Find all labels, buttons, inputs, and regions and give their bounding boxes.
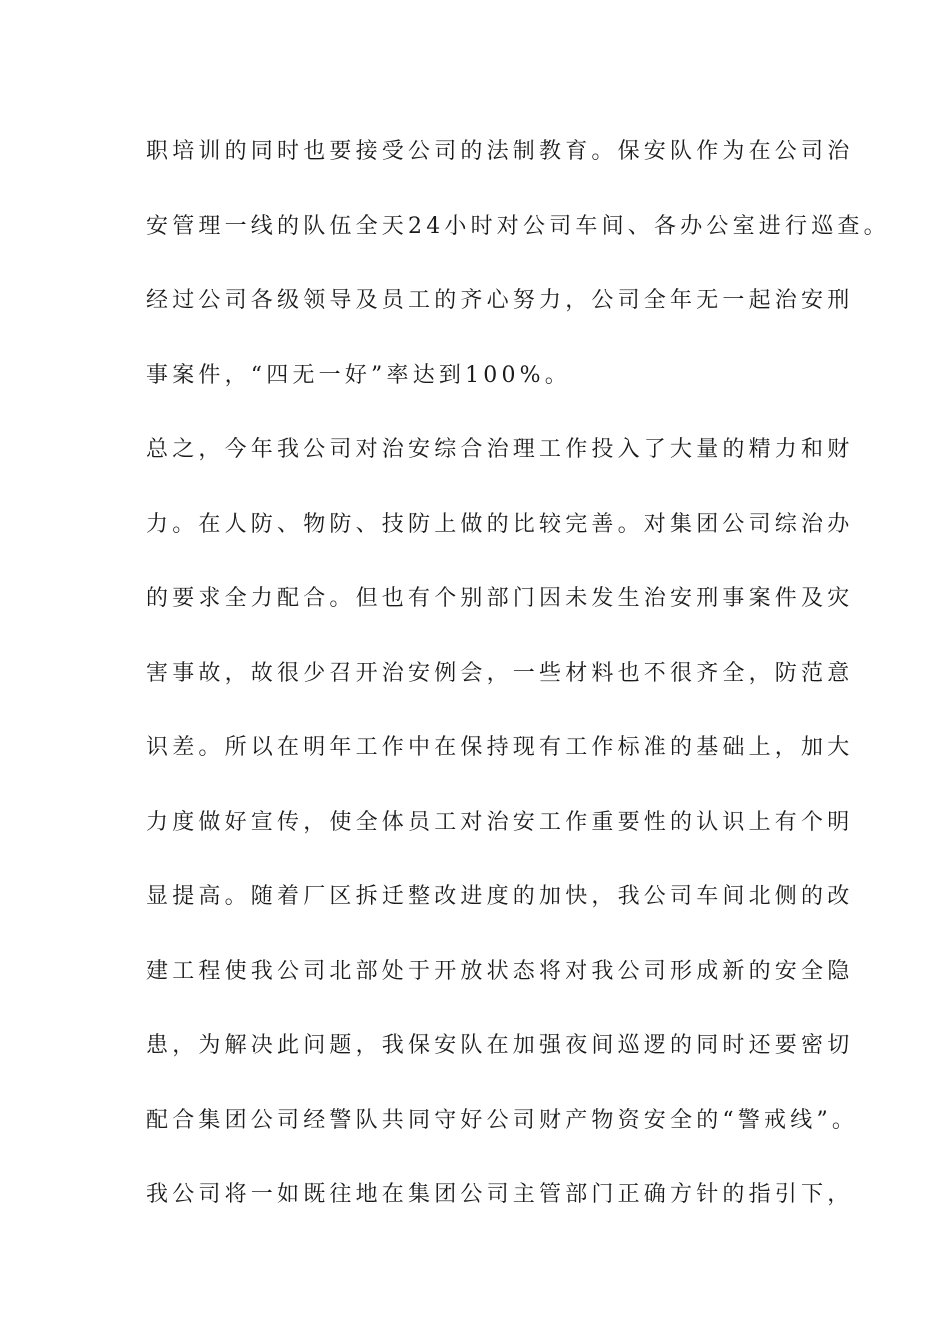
text-line-5: 总之，今年我公司对治安综合治理工作投入了大量的精力和财 <box>146 437 854 462</box>
text-line-6: 力。在人防、物防、技防上做的比较完善。对集团公司综治办 <box>146 511 854 537</box>
text-line-13: 患，为解决此问题，我保安队在加强夜间巡逻的同时还要密切 <box>146 1033 854 1058</box>
text-line-11: 显提高。随着厂区拆迁整改进度的加快，我公司车间北侧的改 <box>146 884 854 909</box>
text-line-10: 力度做好宣传，使全体员工对治安工作重要性的认识上有个明 <box>146 809 854 835</box>
text-line-9: 识差。所以在明年工作中在保持现有工作标准的基础上，加大 <box>146 735 854 760</box>
text-line-14: 配合集团公司经警队共同守好公司财产物资安全的“警戒线”。 <box>146 1107 859 1133</box>
text-line-8: 害事故，故很少召开治安例会，一些材料也不很齐全，防范意 <box>146 660 854 686</box>
text-line-12: 建工程使我公司北部处于开放状态将对我公司形成新的安全隐 <box>146 958 854 984</box>
text-line-7: 的要求全力配合。但也有个别部门因未发生治安刑事案件及灾 <box>146 586 854 611</box>
body-text <box>146 130 890 1248</box>
text-line-4: 事案件，“四无一好”率达到100%。 <box>146 362 571 388</box>
text-line-3: 经过公司各级领导及员工的齐心努力，公司全年无一起治安刑 <box>146 288 854 313</box>
text-line-1: 职培训的同时也要接受公司的法制教育。保安队作为在公司治 <box>146 139 854 164</box>
text-line-15: 我公司将一如既往地在集团公司主管部门正确方针的指引下， <box>146 1182 854 1207</box>
text-line-2: 安管理一线的队伍全天24小时对公司车间、各办公室进行巡查。 <box>146 213 890 239</box>
